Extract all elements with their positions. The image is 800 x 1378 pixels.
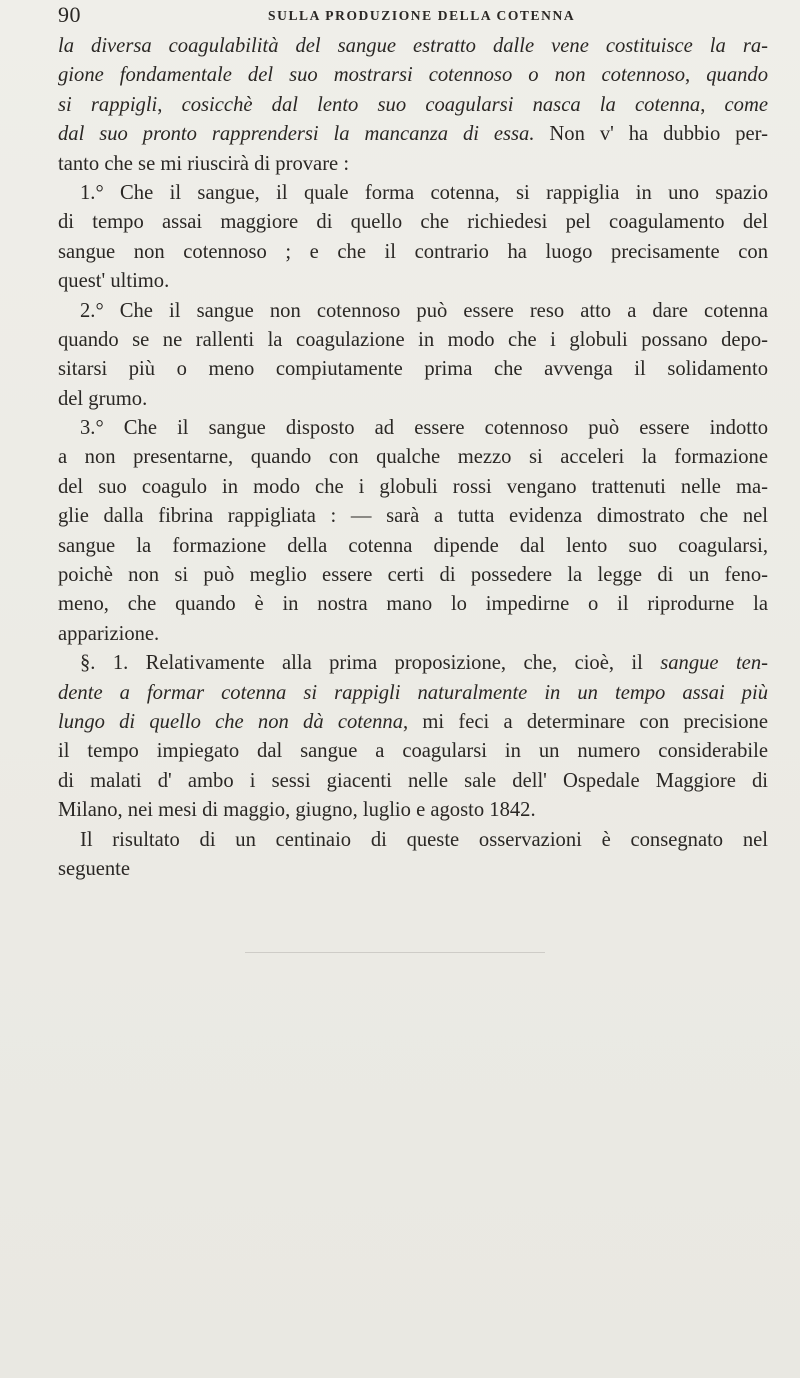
text-line [58, 620, 768, 649]
text-segment: , mi feci a determinare con precisione [403, 710, 768, 733]
text-segment: di malati d' ambo i sessi giacenti nelle sale dell' Ospedale Maggiore di [58, 769, 768, 792]
text-line [58, 150, 768, 179]
text-segment: sitarsi più o meno compiutamente prima che avvenga il solidamento [58, 358, 768, 381]
text-line [58, 238, 768, 267]
text-segment: , [700, 93, 725, 116]
text-segment: meno, che quando è in nostra mano lo impedirne o il riprodurne la [58, 593, 768, 616]
text-segment: Il risultato di un centinaio di queste osservazioni è consegnato nel [80, 828, 768, 851]
italic-text: quando [706, 64, 769, 87]
text-segment: , [157, 93, 182, 116]
text-segment: apparizione. [58, 622, 160, 645]
page-number: 90 [58, 2, 81, 27]
text-segment: Milano, nei mesi di maggio, giugno, luglio e agosto 1842. [58, 799, 536, 822]
text-line [58, 414, 768, 443]
text-line [58, 708, 768, 737]
page-header [58, 2, 758, 32]
text-segment: tanto che se mi riuscirà di provare : [58, 152, 350, 175]
text-line [58, 767, 768, 796]
text-line [58, 561, 768, 590]
text-segment: sangue la formazione della cotenna dipende dal lento suo coagularsi, [58, 534, 768, 557]
text-line [58, 532, 768, 561]
text-line [58, 326, 768, 355]
text-segment: del suo coagulo in modo che i globuli rossi vengano trattenuti nelle ma- [58, 475, 768, 498]
italic-text: la diversa coagulabilità del sangue estratto dalle vene costituisce la ra- [58, 35, 768, 57]
text-line [58, 120, 768, 149]
paper-crease [245, 952, 545, 953]
italic-text: gione fondamentale del suo mostrarsi cotennoso o non cotennoso [58, 64, 686, 87]
italic-text: si rappigli [58, 93, 158, 116]
running-head: SULLA PRODUZIONE DELLA COTENNA [268, 8, 576, 23]
text-segment: quando se ne rallenti la coagulazione in modo che i globuli possano depo- [58, 328, 768, 351]
text-line [58, 208, 768, 237]
italic-text: dal suo pronto rapprendersi la mancanza di essa. [58, 123, 535, 146]
text-line [58, 796, 768, 825]
text-segment: quest' ultimo. [58, 270, 170, 293]
text-line [58, 649, 768, 678]
text-line [58, 385, 768, 414]
text-segment: il tempo impiegato dal sangue a coagularsi in un numero considerabile [58, 740, 768, 763]
body-text [58, 32, 768, 884]
text-segment: seguente [58, 857, 131, 880]
text-segment: a non presentarne, quando con qualche mezzo si acceleri la formazione [58, 446, 768, 469]
text-line [58, 502, 768, 531]
text-line [58, 61, 768, 90]
text-line [58, 91, 768, 120]
text-segment: del grumo. [58, 387, 148, 410]
italic-text: cosicchè dal lento suo coagularsi nasca la cotenna [181, 93, 701, 116]
text-segment: glie dalla fibrina rappigliata : — sarà a tutta evidenza dimostrato che nel [58, 505, 768, 528]
text-line [58, 473, 768, 502]
text-line [58, 855, 768, 884]
italic-text: come [724, 93, 768, 116]
text-segment: 2.° Che il sangue non cotennoso può essere reso atto a dare cotenna [80, 299, 768, 322]
text-line [58, 267, 768, 296]
text-segment: poichè non si può meglio essere certi di possedere la legge di un feno- [58, 564, 768, 587]
text-line [58, 443, 768, 472]
text-line [58, 297, 768, 326]
text-line [58, 826, 768, 855]
text-line [58, 679, 768, 708]
text-segment: , [685, 64, 707, 87]
text-segment: sangue non cotennoso ; e che il contrario ha luogo precisamente con [58, 240, 768, 263]
italic-text: lungo di quello che non dà cotenna [58, 710, 404, 733]
italic-text: sangue ten- [660, 652, 768, 675]
text-segment: Non v' ha dubbio per- [534, 123, 768, 146]
text-segment: 3.° Che il sangue disposto ad essere cotennoso può essere indotto [80, 417, 768, 440]
text-segment: 1.° Che il sangue, il quale forma cotenna, si rappiglia in uno spazio [80, 181, 768, 204]
text-segment: §. 1. Relativamente alla prima proposizione, che, cioè, il [80, 652, 661, 675]
text-line [58, 179, 768, 208]
text-line [58, 32, 768, 61]
text-segment: di tempo assai maggiore di quello che richiedesi pel coagulamento del [58, 211, 768, 234]
italic-text: dente a formar cotenna si rappigli naturalmente in un tempo assai più [58, 681, 768, 704]
text-line [58, 737, 768, 766]
text-line [58, 590, 768, 619]
text-line [58, 355, 768, 384]
